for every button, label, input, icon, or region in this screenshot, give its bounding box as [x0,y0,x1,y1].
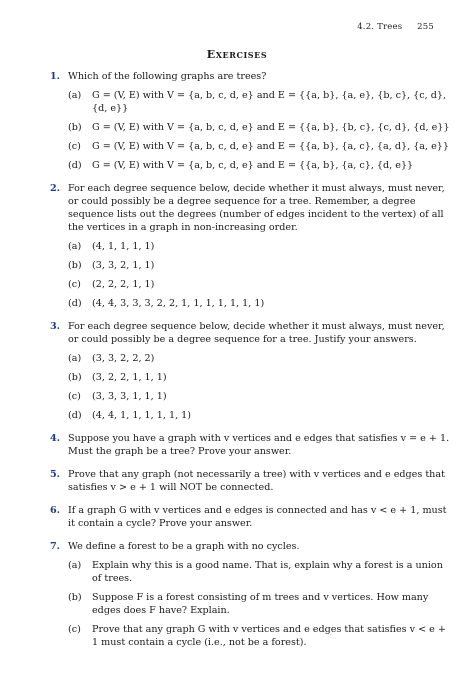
exercise-text: Which of the following graphs are trees? [68,71,267,82]
exercise-text: If a graph G with v vertices and e edges is connected and has v < e + 1, must it contain a cycle? Prove your answer. [68,505,447,529]
exercise-text: For each degree sequence below, decide whether it must always, must never, or could possibly be a degree sequence for a tree. Justify your answers. [68,321,445,345]
part-text: (3, 2, 2, 1, 1, 1) [92,372,167,383]
exercise-number: 2. [49,183,60,194]
part-text: G = (V, E) with V = {a, b, c, d, e} and E = {{a, b}, {a, c}, {a, d}, {a, e}} [92,141,450,152]
part-text: (3, 3, 2, 2, 2) [92,353,155,364]
exercise-parts [68,352,452,422]
exercise-part [68,89,452,115]
part-label: (a) [68,560,82,571]
exercise-text: Suppose you have a graph with v vertices and e edges that satisfies v = e + 1. Must the graph be a tree? Prove your answer. [68,433,450,457]
part-label: (b) [68,372,82,383]
part-text: (4, 4, 3, 3, 3, 2, 2, 1, 1, 1, 1, 1, 1, 1) [92,298,265,309]
exercise-item [36,540,452,649]
part-text: (3, 3, 2, 1, 1) [92,260,155,271]
part-text: Prove that any graph G with v vertices and e edges that satisfies v < e + 1 must contain a cycle (i.e., not be a forest). [92,624,446,648]
exercise-part [68,371,452,384]
exercise-part [68,140,452,153]
part-text: G = (V, E) with V = {a, b, c, d, e} and E = {{a, b}, {a, c}, {d, e}} [92,160,414,171]
exercise-number: 3. [49,321,60,332]
exercise-item [36,320,452,422]
exercise-part [68,623,452,649]
exercise-text: Prove that any graph (not necessarily a tree) with v vertices and e edges that satisfies v > e + 1 will NOT be connected. [68,469,445,493]
exercise-part [68,259,452,272]
part-label: (a) [68,241,82,252]
part-label: (a) [68,90,82,101]
exercise-part [68,297,452,310]
exercise-part [68,591,452,617]
exercise-list [36,70,452,659]
part-label: (c) [68,141,81,152]
part-label: (d) [68,298,82,309]
part-label: (b) [68,260,82,271]
exercise-number: 1. [49,71,60,82]
part-text: (3, 3, 3, 1, 1, 1) [92,391,167,402]
exercise-part [68,390,452,403]
exercise-text: We define a forest to be a graph with no cycles. [68,541,300,552]
exercise-part [68,159,452,172]
exercise-item [36,70,452,172]
exercise-part [68,352,452,365]
part-text: Suppose F is a forest consisting of m trees and v vertices. How many edges does F have? Explain. [92,592,429,616]
exercise-part [68,409,452,422]
exercise-parts [68,559,452,649]
exercise-item [36,468,452,494]
exercise-number: 4. [49,433,60,444]
part-label: (a) [68,353,82,364]
exercise-part [68,559,452,585]
exercise-number: 7. [49,541,60,552]
part-label: (b) [68,592,82,603]
part-label: (b) [68,122,82,133]
part-text: G = (V, E) with V = {a, b, c, d, e} and E = {{a, b}, {a, e}, {b, c}, {c, d}, {d, e}} [92,90,447,114]
exercise-part [68,121,452,134]
exercise-parts [68,240,452,310]
part-text: (4, 1, 1, 1, 1) [92,241,155,252]
part-text: (2, 2, 2, 1, 1) [92,279,155,290]
part-label: (d) [68,410,82,421]
exercise-item [36,182,452,310]
page-number: 255 [417,22,434,32]
exercise-item [36,504,452,530]
exercise-part [68,278,452,291]
section-title: 4.2. Trees [357,22,403,32]
exercise-number: 5. [49,469,60,480]
part-text: G = (V, E) with V = {a, b, c, d, e} and E = {{a, b}, {b, c}, {c, d}, {d, e}} [92,122,450,133]
part-label: (c) [68,279,81,290]
part-text: (4, 4, 1, 1, 1, 1, 1, 1) [92,410,192,421]
exercise-text: For each degree sequence below, decide whether it must always, must never, or could possibly be a degree sequence for a tree. Remember, a degree sequence lists out the degrees (number of edges incident to the vertex) of all the vertices in a graph in non-increasing order. [68,183,445,233]
exercises-heading: Exercises [206,48,268,61]
part-label: (c) [68,391,81,402]
running-head [357,22,434,32]
part-text: Explain why this is a good name. That is, explain why a forest is a union of trees. [92,560,443,584]
exercise-parts [68,89,452,172]
exercise-part [68,240,452,253]
exercise-number: 6. [49,505,60,516]
part-label: (d) [68,160,82,171]
exercise-item [36,432,452,458]
part-label: (c) [68,624,81,635]
